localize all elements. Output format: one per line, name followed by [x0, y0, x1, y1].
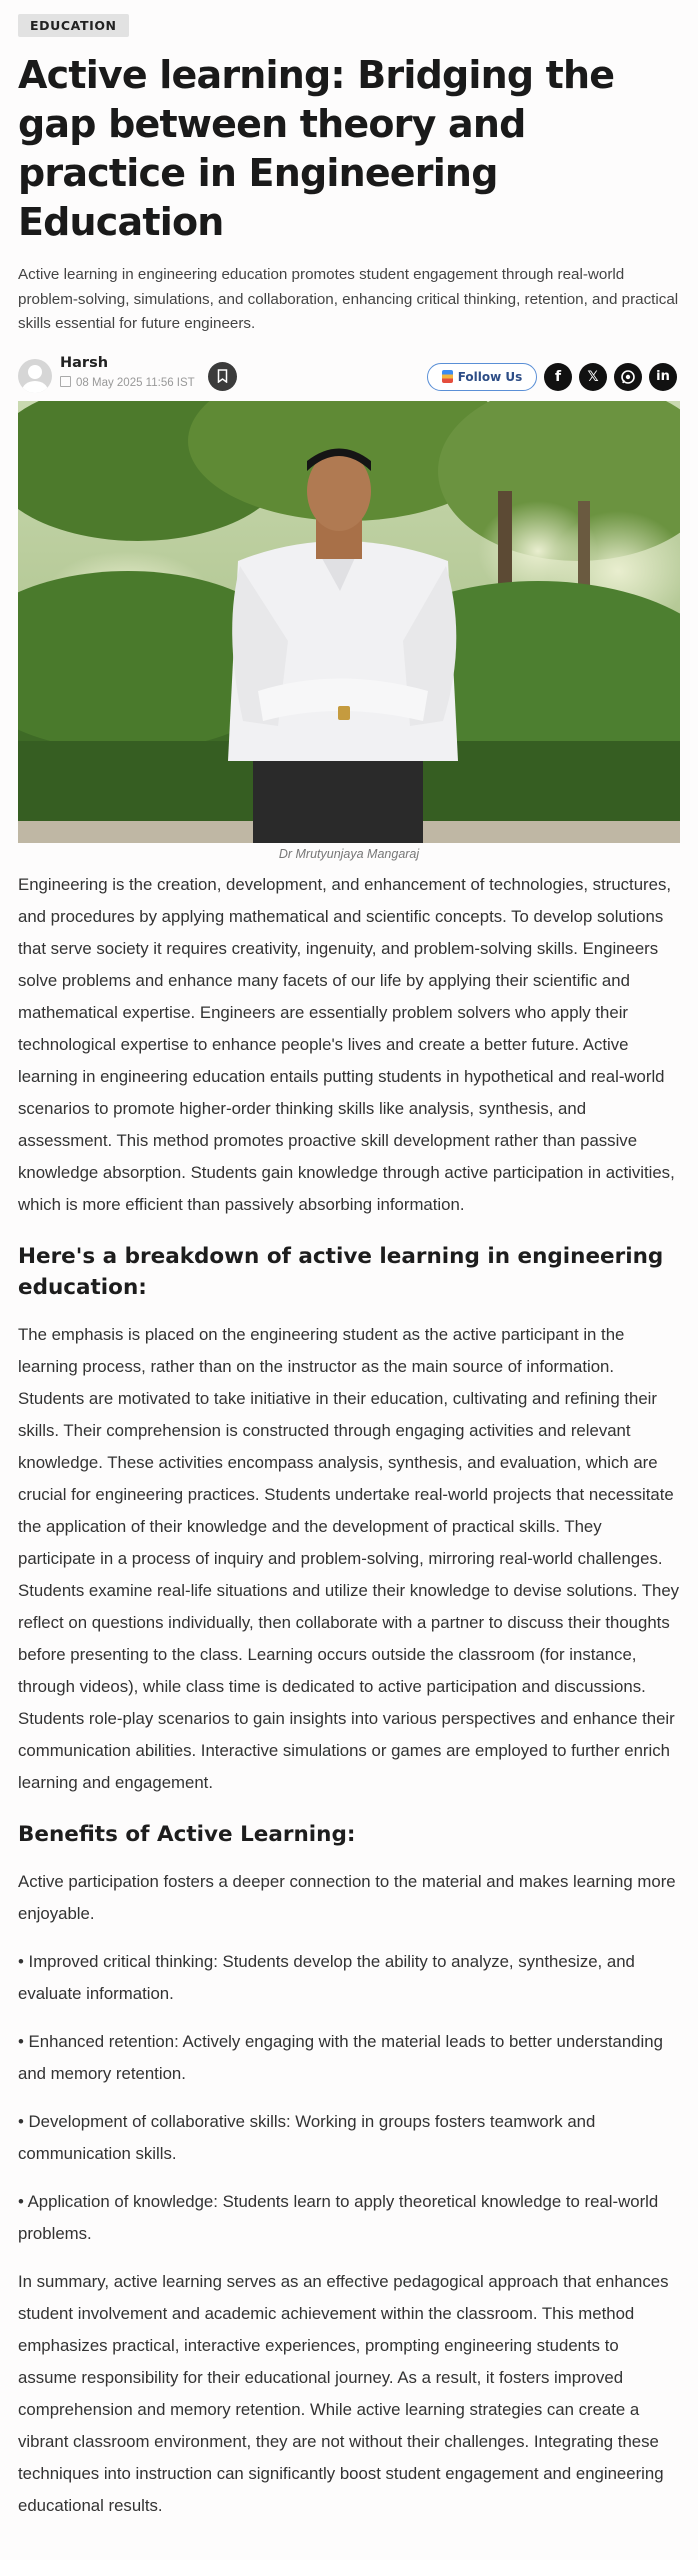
byline [18, 353, 680, 397]
follow-us-label: Follow Us [457, 369, 523, 384]
author-avatar[interactable] [18, 359, 52, 393]
image-caption: Dr Mrutyunjaya Mangaraj [278, 846, 420, 861]
benefit-item: • Enhanced retention: Actively engaging with the material leads to better understanding and memory retention. [18, 2031, 663, 2083]
article-headline: Active learning: Bridging the gap between theory and practice in Engineering Education [18, 53, 615, 244]
x-icon: 𝕏 [587, 368, 599, 385]
bookmark-button[interactable] [208, 362, 237, 391]
article [18, 14, 680, 2522]
paragraph-summary: In summary, active learning serves as an effective pedagogical approach that enhances student involvement and academic achievement within the classroom. This method emphasizes practical, interactive experiences, prompting engineering students to assume responsibility for their educational journey. As a result, it fosters improved comprehension and memory retention. While active learning strategies can create a vibrant classroom environment, they are not without their challenges. Integrating these techniques into instruction can significantly boost student engagement and engineering educational results. [18, 2271, 669, 2515]
category-badge[interactable]: EDUCATION [18, 14, 129, 37]
paragraph-breakdown: The emphasis is placed on the engineering student as the active participant in the learning process, rather than on the instructor as the main source of information. Students are motivated to take initiative in their education, cultivating and refining their skills. Their comprehension is constructed through engaging activities and relevant knowledge. These activities encompass analysis, synthesis, and evaluation, which are crucial for engineering practices. Students undertake real-world projects that necessitate the application of their knowledge and the development of practical skills. They participate in a process of inquiry and problem-solving, mirroring real-world challenges. Students examine real-life situations and utilize their knowledge to devise solutions. They reflect on questions individually, then collaborate with a partner to discuss their thoughts before presenting to the class. Learning occurs outside the classroom (for instance, through videos), while class time is dedicated to active participation and discussions. Students role-play scenarios to gain insights into various perspectives and enhance their communication abilities. Interactive simulations or games are employed to further enrich learning and engagement. [18, 1324, 680, 1792]
bookmark-icon [217, 369, 228, 383]
benefit-item: • Application of knowledge: Students learn to apply theoretical knowledge to real-world problems. [18, 2191, 659, 2243]
article-image [18, 401, 680, 843]
paragraph-intro: Engineering is the creation, development, and enhancement of technologies, structures, and procedures by applying mathematical and scientific concepts. To develop solutions that serve society it requires creativity, ingenuity, and problem-solving skills. Engineers solve problems and enhance many facets of our life by applying their scientific and mathematical expertise. Engineers are essentially problem solvers who apply their technological expertise to enhance people's lives and create a better future. Active learning in engineering education entails putting students in hypothetical and real-world scenarios to promote higher-order thinking skills like analysis, synthesis, and assessment. This method promotes proactive skill development rather than passive knowledge absorption. Students gain knowledge through active participation in activities, which is more efficient than passively absorbing information. [18, 874, 675, 1214]
benefit-item: • Development of collaborative skills: Working in groups fosters teamwork and communication skills. [18, 2111, 596, 2163]
x-share-button[interactable] [579, 363, 607, 391]
author-name[interactable]: Harsh [60, 354, 109, 371]
linkedin-share-button[interactable] [649, 363, 677, 391]
follow-us-button[interactable] [427, 363, 537, 391]
section-heading-breakdown: Here's a breakdown of active learning in engineering education: [18, 1243, 664, 1300]
facebook-share-button[interactable] [544, 363, 572, 391]
calendar-icon [60, 376, 71, 387]
article-body [18, 869, 680, 2522]
article-summary: Active learning in engineering education promotes student engagement through real-world problem-solving, simulations, and collaboration, enhancing critical thinking, retention, and practical skills essential for future engineers. [18, 266, 679, 332]
whatsapp-icon [620, 369, 636, 385]
linkedin-icon: in [656, 369, 670, 384]
section-heading-benefits: Benefits of Active Learning: [18, 1821, 356, 1847]
google-news-icon [442, 370, 453, 383]
paragraph-benefits-intro: Active participation fosters a deeper connection to the material and makes learning more enjoyable. [18, 1871, 676, 1923]
benefit-item: • Improved critical thinking: Students develop the ability to analyze, synthesize, and evaluate information. [18, 1951, 635, 2003]
publish-date-text: 08 May 2025 11:56 IST [76, 376, 195, 389]
facebook-icon: f [554, 368, 562, 385]
publish-date [60, 376, 195, 389]
whatsapp-share-button[interactable] [614, 363, 642, 391]
